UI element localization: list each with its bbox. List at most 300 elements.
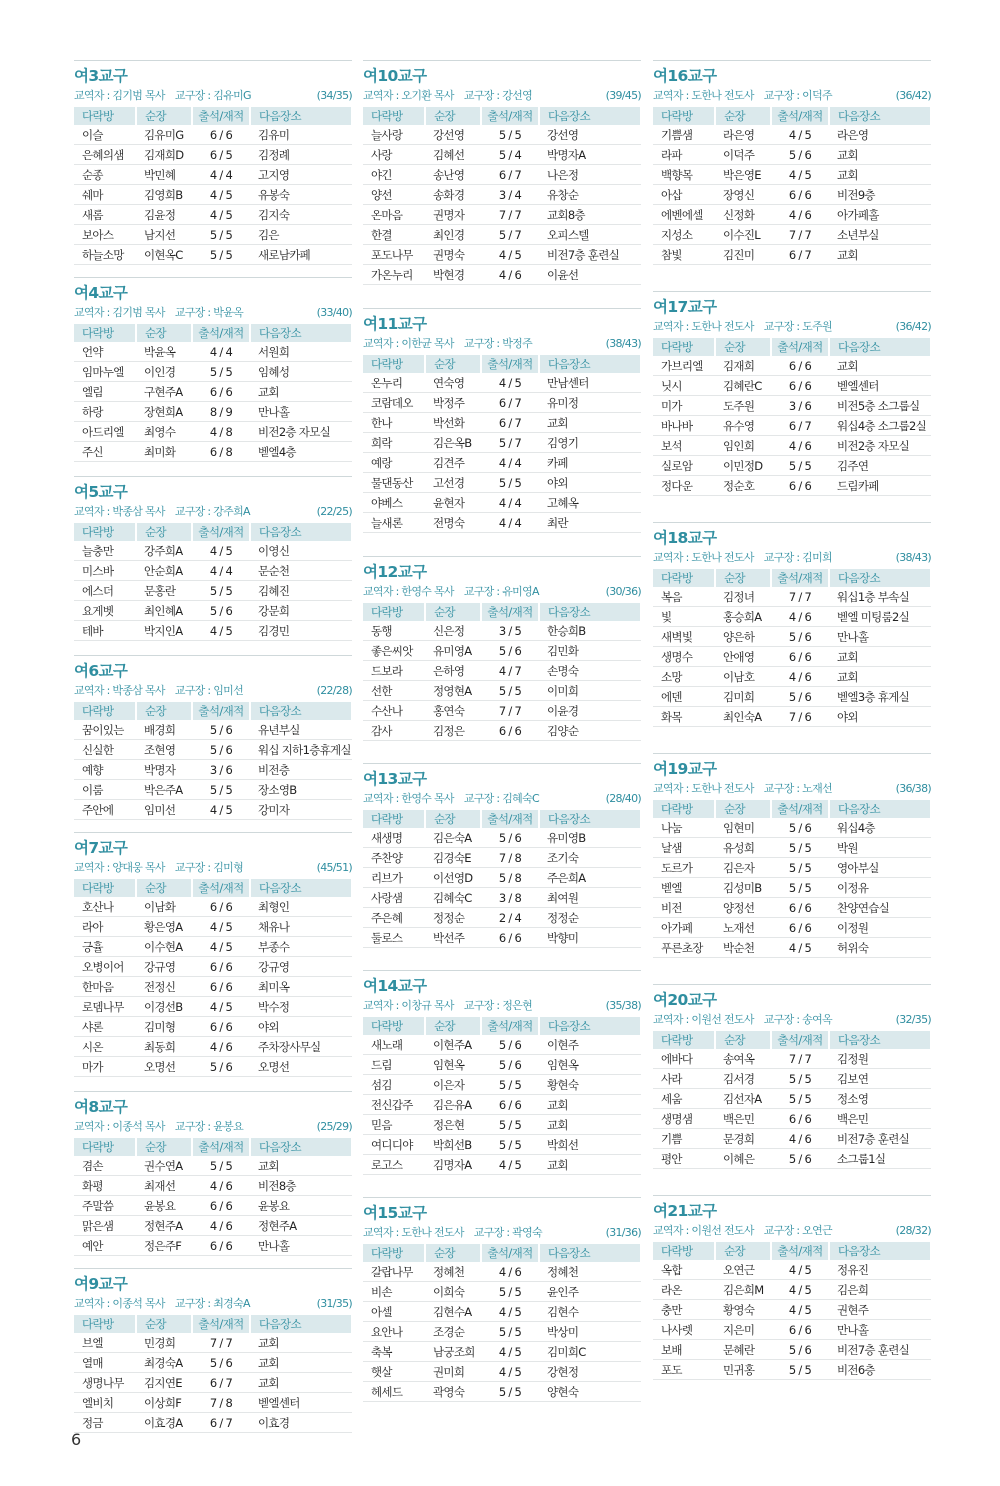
table-header-row: [653, 107, 931, 125]
leader-name: 정은현: [425, 1115, 481, 1135]
pastor-name: 도한나 전도사: [691, 782, 754, 795]
leader-name: 문홍란: [136, 581, 192, 601]
next-place: 교회: [539, 1115, 641, 1135]
attendance-value: 4 / 4: [192, 165, 250, 185]
next-place: 아가페홀: [829, 205, 931, 225]
leader-name: 정순호: [715, 476, 771, 496]
table-row: [74, 1373, 352, 1393]
attendance-value: 6 / 7: [192, 1413, 250, 1433]
leader-name: 이희숙: [425, 1282, 481, 1302]
leader-name: 박윤옥: [136, 342, 192, 362]
next-place: 영아부실: [829, 858, 931, 878]
table-row: [363, 145, 641, 165]
table-header-row: [653, 338, 931, 356]
header-leader: 순장: [715, 107, 771, 125]
next-place: 김정원: [829, 1049, 931, 1069]
pastor-label: 교역자 :: [363, 89, 399, 102]
district-table: [74, 107, 353, 265]
leader-name: 박현경: [425, 265, 481, 285]
header-group: 다락방: [363, 810, 425, 828]
header-leader: 순장: [425, 107, 481, 125]
table-row: [653, 1280, 931, 1300]
next-place: 드림카페: [829, 476, 931, 496]
district-title: 여7교구: [74, 839, 128, 857]
group-name: 햇살: [363, 1362, 425, 1382]
header-attendance: 출석/재적: [771, 107, 829, 125]
group-name: 한마음: [74, 977, 136, 997]
pastor-label: 교역자 :: [363, 585, 399, 598]
leader-name: 김진미: [715, 245, 771, 265]
table-row: [653, 1069, 931, 1089]
attendance-value: 4 / 6: [481, 265, 539, 285]
group-name: 물댄동산: [363, 473, 425, 493]
table-row: [653, 416, 931, 436]
leader-name: 이남화: [136, 897, 192, 917]
district-header: [74, 832, 352, 877]
next-place: 라은영: [829, 125, 931, 145]
group-name: 요게벳: [74, 601, 136, 621]
group-name: 야베스: [363, 493, 425, 513]
pastor-info: [653, 318, 754, 336]
group-name: 하랑: [74, 402, 136, 422]
next-place: 비전5층 소그룹실: [829, 396, 931, 416]
leader-name: 김은숙A: [425, 828, 481, 848]
table-row: [363, 1322, 641, 1342]
leader-name: 윤현자: [425, 493, 481, 513]
head-label: 교구장 :: [763, 89, 800, 102]
next-place: 김보연: [829, 1069, 931, 1089]
attendance-value: 4 / 4: [481, 513, 539, 533]
header-attendance: 출석/재적: [481, 107, 539, 125]
table-row: [74, 581, 352, 601]
group-name: 꿈이있는: [74, 720, 136, 740]
next-place: 야외: [539, 473, 641, 493]
group-name: 양선: [363, 185, 425, 205]
table-row: [363, 1382, 641, 1402]
head-info: [175, 1295, 250, 1313]
group-name: 온마음: [363, 205, 425, 225]
leader-name: 유수영: [715, 416, 771, 436]
group-name: 옥합: [653, 1260, 715, 1280]
leader-name: 권미희: [425, 1362, 481, 1382]
table-row: [653, 898, 931, 918]
leader-name: 이현주A: [425, 1035, 481, 1055]
table-row: [74, 977, 352, 997]
head-name: 정은현: [502, 999, 532, 1012]
pastor-name: 이종석 목사: [112, 1297, 165, 1310]
next-place: 오피스텔: [539, 225, 641, 245]
attendance-total: (28/32): [895, 1224, 931, 1237]
header-group: 다락방: [363, 1017, 425, 1035]
attendance-value: 4 / 6: [192, 1216, 250, 1236]
pastor-info: [653, 780, 754, 798]
attendance-value: 5 / 6: [771, 1340, 829, 1360]
attendance-value: 5 / 6: [192, 1353, 250, 1373]
attendance-value: 5 / 5: [771, 1069, 829, 1089]
next-place: 윤인주: [539, 1282, 641, 1302]
next-place: 강선영: [539, 125, 641, 145]
district-title: 여4교구: [74, 284, 128, 302]
attendance-value: 5 / 5: [481, 681, 539, 701]
leader-name: 양정선: [715, 898, 771, 918]
next-place: 소그룹1실: [829, 1149, 931, 1169]
attendance-value: 4 / 4: [481, 493, 539, 513]
pastor-info: [74, 859, 165, 877]
table-row: [74, 621, 352, 641]
attendance-value: 6 / 6: [481, 721, 539, 741]
leader-name: 양은하: [715, 627, 771, 647]
table-row: [74, 245, 352, 265]
attendance-value: 6 / 6: [192, 1017, 250, 1037]
table-row: [74, 740, 352, 760]
header-attendance: 출석/재적: [481, 810, 539, 828]
district-meta: [363, 583, 641, 601]
district-title: 여3교구: [74, 67, 128, 85]
attendance-value: 4 / 5: [481, 1302, 539, 1322]
table-header-row: [363, 603, 641, 621]
attendance-value: 4 / 5: [192, 937, 250, 957]
header-group: 다락방: [653, 1242, 715, 1260]
leader-name: 김선자A: [715, 1089, 771, 1109]
group-name: 보아스: [74, 225, 136, 245]
group-name: 호산나: [74, 897, 136, 917]
header-leader: 순장: [425, 1244, 481, 1262]
pastor-label: 교역자 :: [653, 782, 689, 795]
attendance-total: (36/42): [895, 89, 931, 102]
head-info: [464, 87, 532, 105]
header-group: 다락방: [74, 1315, 136, 1333]
leader-name: 김영희B: [136, 185, 192, 205]
table-row: [653, 396, 931, 416]
next-place: 교회8층: [539, 205, 641, 225]
next-place: 최여원: [539, 888, 641, 908]
table-row: [74, 997, 352, 1017]
group-name: 날샘: [653, 838, 715, 858]
district-section: [74, 1091, 352, 1256]
attendance-total: (39/45): [605, 89, 641, 102]
attendance-value: 6 / 6: [481, 1095, 539, 1115]
table-row: [653, 185, 931, 205]
district-header: [74, 277, 352, 322]
attendance-value: 4 / 6: [771, 667, 829, 687]
table-row: [653, 1149, 931, 1169]
table-row: [74, 125, 352, 145]
group-name: 생명샘: [653, 1109, 715, 1129]
next-place: 워십1층 부속실: [829, 587, 931, 607]
attendance-total: (36/42): [895, 320, 931, 333]
district-header: [363, 60, 641, 105]
attendance-value: 7 / 7: [771, 1049, 829, 1069]
pastor-name: 이창규 목사: [401, 999, 454, 1012]
table-header-row: [363, 355, 641, 373]
group-name: 리브가: [363, 868, 425, 888]
attendance-total: (45/51): [316, 861, 352, 874]
pastor-label: 교역자 :: [74, 1297, 110, 1310]
group-name: 맑은샘: [74, 1216, 136, 1236]
attendance-value: 4 / 6: [771, 607, 829, 627]
header-group: 다락방: [74, 523, 136, 541]
table-header-row: [74, 324, 352, 342]
district-header: [653, 60, 931, 105]
table-row: [74, 1216, 352, 1236]
header-leader: 순장: [136, 1315, 192, 1333]
table-row: [653, 1049, 931, 1069]
next-place: 정혜천: [539, 1262, 641, 1282]
leader-name: 이인경: [136, 362, 192, 382]
attendance-value: 8 / 9: [192, 402, 250, 422]
next-place: 김정례: [250, 145, 352, 165]
attendance-value: 5 / 5: [771, 456, 829, 476]
table-row: [653, 878, 931, 898]
group-name: 야긴: [363, 165, 425, 185]
attendance-value: 3 / 8: [481, 888, 539, 908]
leader-name: 김혜숙C: [425, 888, 481, 908]
next-place: 최란: [539, 513, 641, 533]
attendance-value: 4 / 4: [481, 453, 539, 473]
group-name: 섬김: [363, 1075, 425, 1095]
head-name: 이덕주: [802, 89, 832, 102]
header-next-place: 다음장소: [829, 107, 931, 125]
next-place: 비전9층: [829, 185, 931, 205]
header-next-place: 다음장소: [829, 800, 931, 818]
group-name: 헤세드: [363, 1382, 425, 1402]
next-place: 정정순: [539, 908, 641, 928]
leader-name: 이효경A: [136, 1413, 192, 1433]
pastor-label: 교역자 :: [363, 1226, 399, 1239]
group-name: 시온: [74, 1037, 136, 1057]
group-name: 수산나: [363, 701, 425, 721]
header-next-place: 다음장소: [539, 107, 641, 125]
group-name: 정다운: [653, 476, 715, 496]
next-place: 한승희B: [539, 621, 641, 641]
leader-name: 김미희: [715, 687, 771, 707]
table-header-row: [653, 569, 931, 587]
leader-name: 최미화: [136, 442, 192, 462]
attendance-total: (38/43): [605, 337, 641, 350]
group-name: 전신갑주: [363, 1095, 425, 1115]
leader-name: 오연근: [715, 1260, 771, 1280]
attendance-value: 4 / 4: [192, 561, 250, 581]
table-row: [363, 1095, 641, 1115]
header-next-place: 다음장소: [250, 107, 352, 125]
attendance-value: 4 / 5: [192, 185, 250, 205]
next-place: 만나홀: [829, 1320, 931, 1340]
leader-name: 박민혜: [136, 165, 192, 185]
group-name: 아삽: [653, 185, 715, 205]
next-place: 교회: [250, 1333, 352, 1353]
next-place: 이정원: [829, 918, 931, 938]
attendance-value: 6 / 6: [771, 185, 829, 205]
next-place: 강규영: [250, 957, 352, 977]
district-meta: [653, 87, 931, 105]
attendance-value: 4 / 6: [771, 205, 829, 225]
attendance-value: 5 / 6: [771, 687, 829, 707]
head-label: 교구장 :: [463, 999, 500, 1012]
table-row: [363, 928, 641, 948]
group-name: 충만: [653, 1300, 715, 1320]
attendance-value: 5 / 6: [192, 1057, 250, 1077]
header-group: 다락방: [653, 800, 715, 818]
table-header-row: [653, 1242, 931, 1260]
next-place: 윤봉요: [250, 1196, 352, 1216]
table-row: [74, 541, 352, 561]
table-row: [653, 858, 931, 878]
leader-name: 김정녀: [715, 587, 771, 607]
header-next-place: 다음장소: [250, 1138, 352, 1156]
leader-name: 김정은: [425, 721, 481, 741]
district-table: [363, 1244, 642, 1402]
next-place: 만나홀: [829, 627, 931, 647]
attendance-value: 5 / 6: [481, 641, 539, 661]
header-next-place: 다음장소: [829, 1031, 931, 1049]
attendance-total: (35/38): [605, 999, 641, 1012]
attendance-value: 4 / 5: [481, 373, 539, 393]
group-name: 기쁨샘: [653, 125, 715, 145]
attendance-value: 4 / 6: [771, 436, 829, 456]
next-place: 강현정: [539, 1362, 641, 1382]
district-header: [74, 1091, 352, 1136]
district-section: [363, 60, 641, 285]
district-header: [653, 522, 931, 567]
pastor-name: 박종삼 목사: [112, 505, 165, 518]
table-row: [653, 647, 931, 667]
district-meta: [74, 682, 352, 700]
group-name: 좋은씨앗: [363, 641, 425, 661]
group-name: 가온누리: [363, 265, 425, 285]
pastor-name: 도한나 전도사: [401, 1226, 464, 1239]
next-place: 김경민: [250, 621, 352, 641]
next-place: 워십4층: [829, 818, 931, 838]
next-place: 유창순: [539, 185, 641, 205]
group-name: 에스더: [74, 581, 136, 601]
attendance-value: 5 / 6: [771, 145, 829, 165]
header-group: 다락방: [653, 107, 715, 125]
next-place: 손명숙: [539, 661, 641, 681]
group-name: 백향목: [653, 165, 715, 185]
header-group: 다락방: [653, 569, 715, 587]
pastor-name: 양대웅 목사: [112, 861, 165, 874]
group-name: 축복: [363, 1342, 425, 1362]
leader-name: 최재선: [136, 1176, 192, 1196]
group-name: 소망: [653, 667, 715, 687]
leader-name: 김은희M: [715, 1280, 771, 1300]
leader-name: 권수연A: [136, 1156, 192, 1176]
table-row: [653, 436, 931, 456]
next-place: 부종수: [250, 937, 352, 957]
next-place: 워십 지하1층휴게실: [250, 740, 352, 760]
group-name: 엘림: [74, 382, 136, 402]
header-attendance: 출석/재적: [771, 338, 829, 356]
group-name: 나사렛: [653, 1320, 715, 1340]
attendance-value: 6 / 7: [771, 245, 829, 265]
leader-name: 최인혜A: [136, 601, 192, 621]
district-section: [363, 763, 641, 948]
leader-name: 안애영: [715, 647, 771, 667]
leader-name: 박정주: [425, 393, 481, 413]
attendance-total: (22/28): [316, 684, 352, 697]
leader-name: 은하영: [425, 661, 481, 681]
group-name: 선한: [363, 681, 425, 701]
table-row: [363, 413, 641, 433]
head-label: 교구장 :: [763, 320, 800, 333]
attendance-value: 6 / 6: [192, 897, 250, 917]
district-section: [653, 984, 931, 1169]
attendance-value: 4 / 5: [192, 800, 250, 820]
attendance-value: 6 / 6: [771, 376, 829, 396]
pastor-name: 도한나 전도사: [691, 89, 754, 102]
table-row: [74, 1333, 352, 1353]
next-place: 박상미: [539, 1322, 641, 1342]
next-place: 고혜옥: [539, 493, 641, 513]
header-next-place: 다음장소: [250, 879, 352, 897]
group-name: 온누리: [363, 373, 425, 393]
head-info: [464, 583, 539, 601]
group-name: 기쁨: [653, 1129, 715, 1149]
district-table: [74, 523, 353, 641]
head-name: 김미희: [802, 551, 832, 564]
header-group: 다락방: [363, 1244, 425, 1262]
district-header: [363, 1197, 641, 1242]
pastor-name: 오기환 목사: [401, 89, 454, 102]
next-place: 강미자: [250, 800, 352, 820]
pastor-info: [653, 87, 754, 105]
header-group: 다락방: [653, 1031, 715, 1049]
attendance-total: (33/40): [316, 306, 352, 319]
district-title: 여13교구: [363, 770, 427, 788]
next-place: 교회: [829, 667, 931, 687]
next-place: 이현주: [539, 1035, 641, 1055]
district-table: [653, 338, 932, 496]
header-leader: 순장: [136, 879, 192, 897]
next-place: 소년부실: [829, 225, 931, 245]
pastor-name: 김기범 목사: [112, 306, 165, 319]
district-title: 여18교구: [653, 529, 717, 547]
group-name: 주찬양: [363, 848, 425, 868]
attendance-value: 3 / 4: [481, 185, 539, 205]
district-header: [653, 291, 931, 336]
next-place: 야외: [829, 707, 931, 727]
table-row: [653, 476, 931, 496]
attendance-value: 5 / 6: [771, 818, 829, 838]
leader-name: 이은자: [425, 1075, 481, 1095]
table-row: [363, 225, 641, 245]
table-row: [74, 1017, 352, 1037]
attendance-value: 5 / 6: [192, 601, 250, 621]
attendance-total: (28/40): [605, 792, 641, 805]
pastor-info: [74, 682, 165, 700]
column-1: [74, 60, 352, 1433]
next-place: 이효경: [250, 1413, 352, 1433]
table-row: [653, 627, 931, 647]
next-place: 주차장사무실: [250, 1037, 352, 1057]
pastor-info: [74, 304, 165, 322]
leader-name: 최인경: [425, 225, 481, 245]
next-place: 박명자A: [539, 145, 641, 165]
group-name: 동행: [363, 621, 425, 641]
group-name: 아셀: [363, 1302, 425, 1322]
attendance-value: 7 / 8: [481, 848, 539, 868]
group-name: 에벤에셀: [653, 205, 715, 225]
attendance-value: 6 / 6: [771, 647, 829, 667]
district-section: [74, 1268, 352, 1433]
header-next-place: 다음장소: [250, 324, 352, 342]
group-name: 샤론: [74, 1017, 136, 1037]
group-name: 아가페: [653, 918, 715, 938]
group-name: 보배: [653, 1340, 715, 1360]
head-name: 강선영: [502, 89, 532, 102]
leader-name: 박명자: [136, 760, 192, 780]
header-next-place: 다음장소: [250, 523, 352, 541]
